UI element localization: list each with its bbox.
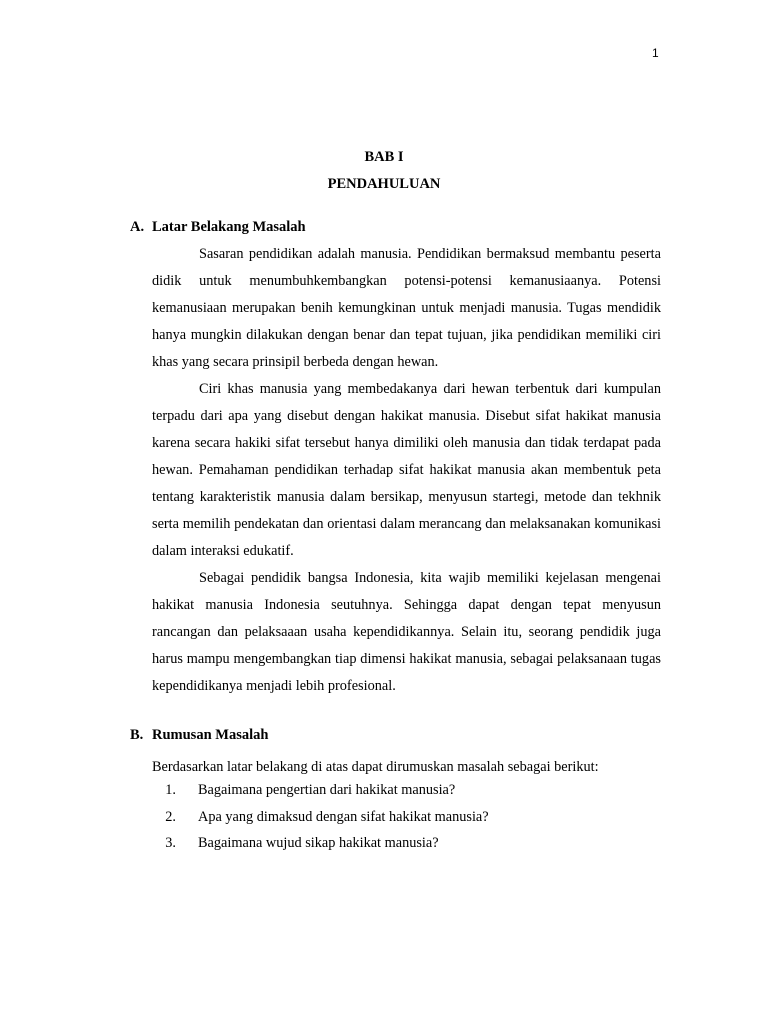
chapter-number: BAB I bbox=[364, 149, 404, 165]
section-b-letter: B. bbox=[130, 727, 144, 743]
paragraph: Sebagai pendidik bangsa Indonesia, kita wajib memiliki kejelasan mengenai hakikat manusia Indonesia seutuhnya. Sehingga dapat dengan tepat menyusun rancangan dan pelaksaaan usaha kependidikannya. Selain itu, seorang pendidik juga harus mampu mengembangkan tiap dimensi hakikat manusia, sebagai pelaksanaan tugas kependidikanya menjadi lebih profesional. bbox=[152, 570, 661, 694]
list-item-text: Bagaimana pengertian dari hakikat manusia? bbox=[198, 782, 456, 798]
section-a-title: Latar Belakang Masalah bbox=[152, 219, 306, 235]
list-item-text: Bagaimana wujud sikap hakikat manusia? bbox=[198, 835, 439, 851]
paragraph: Sasaran pendidikan adalah manusia. Pendidikan bermaksud membantu peserta didik untuk menumbuhkembangkan potensi-potensi kemanusiaanya. Potensi kemanusiaan merupakan benih kemungkinan untuk menjadi manusia. Tugas mendidik hanya mungkin dilakukan dengan benar dan tepat tujuan, jika pendidikan memiliki ciri khas yang secara prinsipil berbeda dengan hewan. bbox=[152, 246, 661, 370]
list-item-number: 1. bbox=[165, 782, 176, 798]
section-a-body bbox=[152, 241, 661, 700]
page-number: 1 bbox=[652, 46, 659, 60]
paragraph: Ciri khas manusia yang membedakanya dari hewan terbentuk dari kumpulan terpadu dari apa yang disebut dengan hakikat manusia. Disebut sifat hakikat manusia karena secara hakiki sifat tersebut hanya dimiliki oleh manusia dan tidak terdapat pada hewan. Pemahaman pendidikan terhadap sifat hakikat manusia akan membentuk peta tentang karakteristik manusia dalam bersikap, menyusun startegi, metode dan tekhnik serta memilih pendekatan dan orientasi dalam merancang dan melaksanakan komunikasi dalam interaksi edukatif. bbox=[152, 381, 661, 559]
list-item bbox=[152, 804, 661, 831]
section-b-heading bbox=[130, 727, 268, 744]
list-item bbox=[152, 830, 661, 857]
list-item bbox=[152, 777, 661, 804]
list-item-number: 3. bbox=[165, 835, 176, 851]
section-b-title: Rumusan Masalah bbox=[152, 727, 269, 743]
list-item-number: 2. bbox=[165, 808, 176, 825]
section-a-heading bbox=[130, 219, 306, 236]
list-item-text: Apa yang dimaksud dengan sifat hakikat manusia? bbox=[198, 808, 489, 825]
section-b-intro: Berdasarkan latar belakang di atas dapat dirumuskan masalah sebagai berikut: bbox=[152, 759, 599, 775]
chapter-title: PENDAHULUAN bbox=[327, 176, 441, 192]
section-a-letter: A. bbox=[130, 219, 145, 235]
problem-list bbox=[152, 777, 661, 857]
